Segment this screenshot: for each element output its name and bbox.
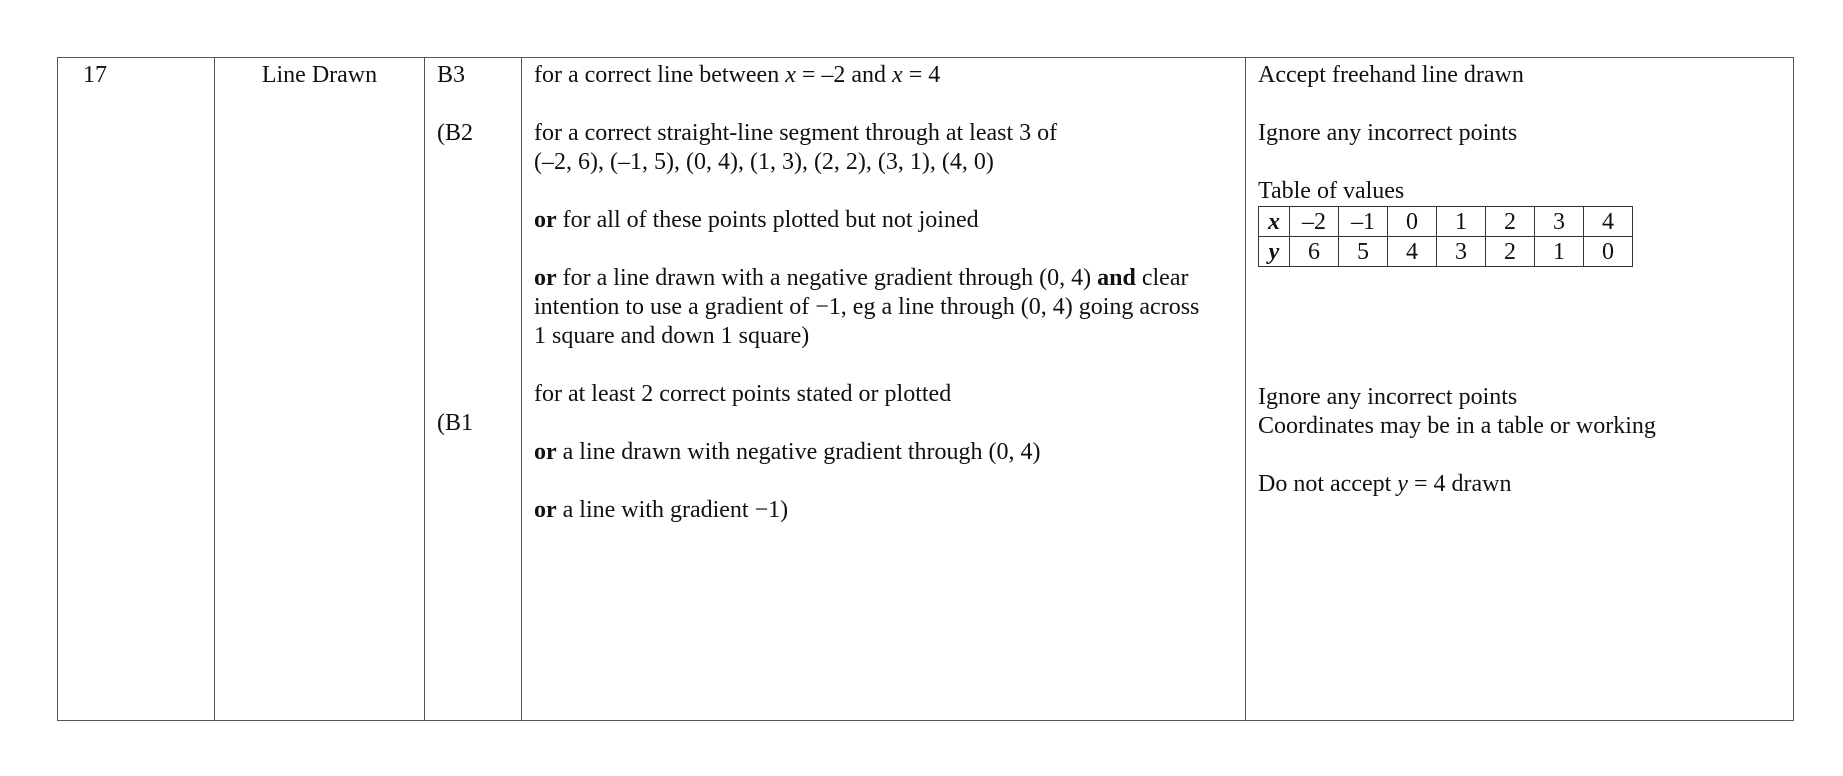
x-cell: 3: [1535, 207, 1584, 237]
note-or-gradient-minus-one: or a line with gradient −1): [534, 497, 789, 523]
note-or-gradient-line3: 1 square and down 1 square): [534, 323, 810, 349]
x-cell: 4: [1584, 207, 1633, 237]
y-cell: 3: [1437, 237, 1486, 267]
note-b3: for a correct line between x = –2 and x = 4: [534, 62, 941, 88]
mark-b3: B3: [437, 62, 466, 88]
x-cell: –1: [1339, 207, 1388, 237]
note-or-gradient-line1: or for a line drawn with a negative gradient through (0, 4) and clear: [534, 265, 1189, 291]
y-cell: 2: [1486, 237, 1535, 267]
y-cell: 5: [1339, 237, 1388, 267]
y-header: y: [1259, 237, 1290, 267]
answer-cell: [215, 58, 425, 721]
table-of-values: [1258, 206, 1633, 267]
accept-freehand-note: Accept freehand line drawn: [1258, 62, 1524, 88]
question-number-cell: [58, 58, 215, 721]
x-cell: –2: [1290, 207, 1339, 237]
table-of-values-label: Table of values: [1258, 178, 1405, 204]
x-header: x: [1259, 207, 1290, 237]
ignore-incorrect-note-1: Ignore any incorrect points: [1258, 120, 1518, 146]
mark-b1: (B1: [437, 410, 473, 436]
note-or-negative-gradient: or a line drawn with negative gradient through (0, 4): [534, 439, 1041, 465]
x-row: [1259, 207, 1633, 237]
additional-guidance-cell: [1246, 58, 1794, 721]
ignore-incorrect-note-2: Ignore any incorrect points: [1258, 384, 1518, 410]
mark-notes-cell: [522, 58, 1246, 721]
y-row: [1259, 237, 1633, 267]
y-cell: 0: [1584, 237, 1633, 267]
do-not-accept-note: Do not accept y = 4 drawn: [1258, 471, 1512, 497]
note-or-plotted: or for all of these points plotted but not joined: [534, 207, 979, 233]
mark-scheme-table: [57, 57, 1794, 721]
x-cell: 1: [1437, 207, 1486, 237]
coordinates-note: Coordinates may be in a table or working: [1258, 413, 1656, 439]
x-cell: 0: [1388, 207, 1437, 237]
y-cell: 6: [1290, 237, 1339, 267]
note-or-gradient-line2: intention to use a gradient of −1, eg a line through (0, 4) going across: [534, 294, 1200, 320]
note-b1-line1: for at least 2 correct points stated or plotted: [534, 381, 952, 407]
answer-text: Line Drawn: [261, 62, 378, 88]
question-number: 17: [83, 62, 107, 88]
marks-cell: [425, 58, 522, 721]
y-cell: 1: [1535, 237, 1584, 267]
x-cell: 2: [1486, 207, 1535, 237]
y-cell: 4: [1388, 237, 1437, 267]
note-b2-points: (–2, 6), (–1, 5), (0, 4), (1, 3), (2, 2), (3, 1), (4, 0): [534, 149, 994, 175]
note-b2-line1: for a correct straight-line segment through at least 3 of: [534, 120, 1058, 146]
mark-b2: (B2: [437, 120, 473, 146]
mark-scheme-row: [58, 58, 1794, 721]
